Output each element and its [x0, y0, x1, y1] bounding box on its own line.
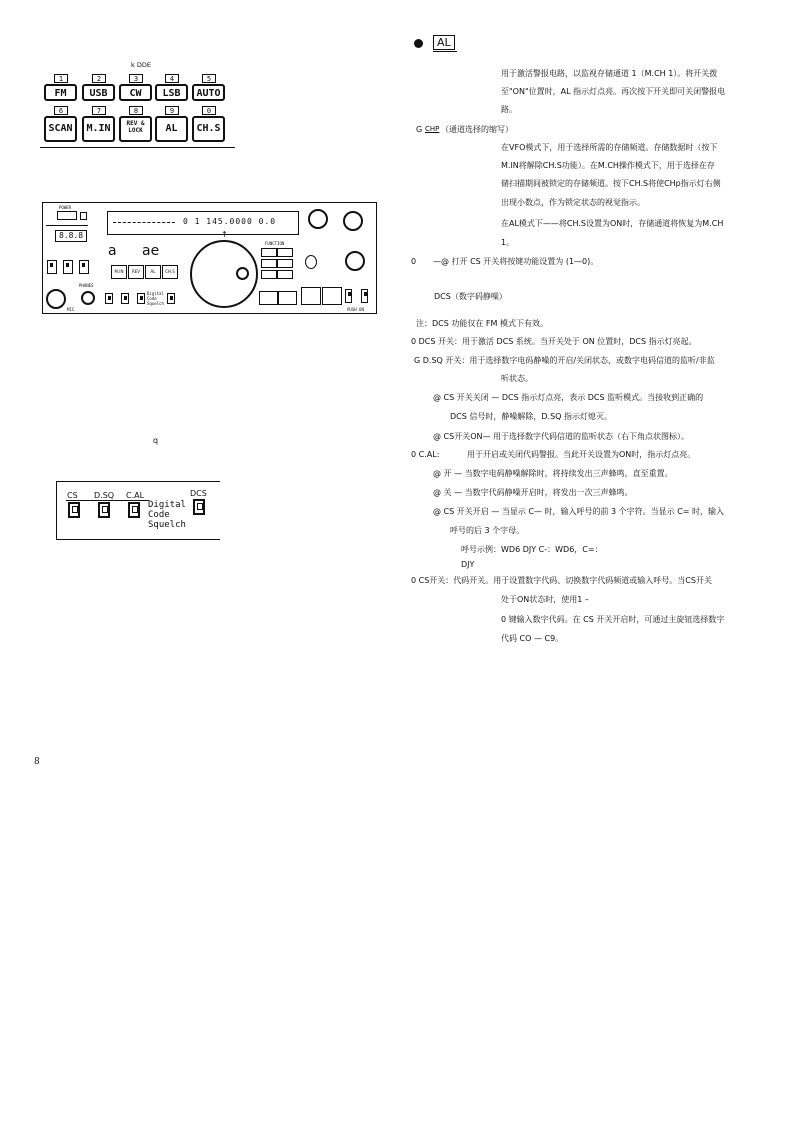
dcs-caption-line-3: Squelch — [148, 520, 186, 530]
text-line: @ CS 开关关闭 — DCS 指示灯点亮，表示 DCS 监听模式。当接收到正确的 — [433, 393, 704, 402]
page-number: 8 — [34, 757, 40, 767]
text-line: 0 键输入数字代码。在 CS 开关开启时，可通过主旋钮选择数字 — [501, 615, 725, 624]
radio-btn-rev[interactable]: REV — [128, 265, 144, 279]
key-number: 8 — [129, 106, 143, 115]
vfo-button[interactable] — [259, 291, 278, 305]
dcs-caption-line-2: Code — [148, 510, 170, 520]
chp-code: CHP — [425, 125, 440, 133]
cal-mini-switch[interactable] — [137, 293, 145, 304]
power-indicator — [80, 212, 87, 220]
dcs-label: DCS — [190, 489, 207, 498]
key-cw[interactable]: CW — [119, 84, 152, 101]
al-heading-underline — [433, 51, 457, 52]
key-auto[interactable]: AUTO — [192, 84, 225, 101]
keypad-illustration — [40, 61, 235, 150]
text-line: @ CS开关ON— 用于选择数字代码信道的监听状态（右下角点状图标）。 — [433, 432, 690, 441]
dcs-switch-panel — [56, 481, 220, 541]
radio-btn-al[interactable]: AL — [145, 265, 161, 279]
key-number: 4 — [165, 74, 179, 83]
frequency-readout: 0 1 145.0000 0.0 — [183, 217, 277, 226]
att-switch[interactable] — [79, 260, 89, 274]
up-button[interactable] — [322, 287, 342, 305]
mr-button[interactable] — [278, 291, 297, 305]
function-btn-3[interactable] — [261, 259, 277, 268]
sql-knob[interactable] — [345, 251, 365, 271]
text-line: 用于激活警报电路，以监视存储通道 1（M.CH 1）。将开关拨 — [501, 69, 718, 78]
text-line: G D.SQ 开关：用于选择数字电码静噪的开启/关闭状态，或数字电码信道的监听/非监 — [414, 356, 715, 365]
key-number: 5 — [202, 74, 216, 83]
text-line: 储扫描期间被锁定的存储频道。按下CH.S将使CHp指示灯右侧 — [501, 179, 721, 188]
text-line: M.IN将解除CH.S功能）。在M.CH操作模式下，用于选择在存 — [501, 161, 715, 170]
text-line: 在VFO模式下，用于选择所需的存储频道。存储数据时（按下 — [501, 143, 718, 152]
dcs-panel-bottom-line — [56, 539, 220, 540]
digital-code-squelch-label: Digital Code Squelch — [147, 291, 164, 306]
key-lsb[interactable]: LSB — [155, 84, 188, 101]
alc-switch[interactable] — [63, 260, 73, 274]
text-line: 呼号示例：WD6 DJY C-：WD6，C=： — [461, 545, 603, 554]
dcs-caption-line-1: Digital — [148, 500, 186, 510]
function-btn-6[interactable] — [277, 270, 293, 279]
key-rev-lock[interactable]: REV & LOCK — [119, 116, 152, 142]
key-fm[interactable]: FM — [44, 84, 77, 101]
power-label: POWER — [59, 205, 72, 210]
af-knob[interactable] — [308, 209, 328, 229]
dial-marker-icon: ↑ — [221, 230, 228, 239]
text-line: DJY — [461, 560, 475, 569]
function-btn-2[interactable] — [277, 248, 293, 257]
label-bracket-line — [66, 500, 149, 501]
radio-front-panel — [42, 202, 377, 314]
text-line: 呼号的后 3 个字母。 — [450, 526, 525, 535]
key-m-in[interactable]: M.IN — [82, 116, 115, 142]
key-ch-s[interactable]: CH.S — [192, 116, 225, 142]
text-line: 在AL模式下——将CH.S设置为ON时，存储通道将恢复为M.CH — [501, 219, 724, 228]
mic-label: MIC — [67, 307, 75, 312]
key-number: 9 — [165, 106, 179, 115]
mic-connector[interactable] — [46, 289, 66, 309]
text-line: 代码 CO — C9。 — [501, 634, 564, 643]
cs-switch[interactable] — [68, 502, 80, 518]
function-btn-1[interactable] — [261, 248, 277, 257]
text-line: 处于ON状态时，使用1 – — [501, 595, 589, 604]
radio-btn-ch-s[interactable]: CH.S — [162, 265, 178, 279]
nb-switch[interactable] — [345, 289, 352, 303]
dial-finger-knob — [236, 267, 249, 280]
function-btn-4[interactable] — [277, 259, 293, 268]
text-line: 0 CS开关：代码开关。用于设置数字代码、切换数字代码频道或输入呼号。当CS开关 — [411, 576, 712, 585]
key-scan[interactable]: SCAN — [44, 116, 77, 142]
rf-knob[interactable] — [343, 211, 363, 231]
letter-ae: ae — [142, 243, 160, 259]
small-knob[interactable] — [305, 255, 317, 269]
key-number: 6 — [54, 106, 68, 115]
letter-a: a — [108, 243, 117, 259]
dsq-switch[interactable] — [98, 502, 110, 518]
text-line: 0 — [411, 257, 417, 266]
keypad-mode-label: k DDE — [131, 61, 151, 69]
al-heading: AL — [433, 35, 455, 50]
text-line: 听状态。 — [501, 374, 533, 383]
keypad-underline — [40, 147, 235, 148]
function-label: FUNCTION — [265, 241, 285, 246]
key-usb[interactable]: USB — [82, 84, 115, 101]
key-number: 1 — [54, 74, 68, 83]
text-line: 路。 — [501, 105, 517, 114]
cal-switch[interactable] — [128, 502, 140, 518]
text-line: @ 关 — 当数字代码静噪开启时，将发出一次三声蜂鸣。 — [433, 488, 633, 497]
cs-label: CS — [67, 491, 78, 500]
dcs-switch[interactable] — [193, 499, 205, 515]
text-line: 注：DCS 功能仅在 FM 模式下有效。 — [416, 319, 548, 328]
text-line: 0 C.AL: — [411, 450, 440, 459]
text-line: —@ 打开 CS 开关将按键功能设置为 (1—0)。 — [433, 257, 599, 266]
text-line: DCS 信号时，静噪解除，D.SQ 指示灯熄灭。 — [450, 412, 612, 421]
stray-mark: q — [153, 436, 159, 445]
text-line: 0 DCS 开关：用于激活 DCS 系统。当开关处于 ON 位置时，DCS 指示灯亮起。 — [411, 337, 697, 346]
push-on-label: PUSH ON — [347, 307, 364, 312]
key-number: 3 — [129, 74, 143, 83]
radio-btn-m-in[interactable]: M.IN — [111, 265, 127, 279]
dcs-panel-top-line — [56, 481, 220, 482]
cs-mini-switch[interactable] — [105, 293, 113, 304]
proc-switch[interactable] — [47, 260, 57, 274]
vox-switch[interactable] — [361, 289, 368, 303]
text-line: 至"ON"位置时，AL 指示灯点亮。再次按下开关即可关闭警报电 — [501, 87, 726, 96]
dsq-mini-switch[interactable] — [121, 293, 129, 304]
key-number: 0 — [202, 106, 216, 115]
chp-title: （通道选择的缩写） — [441, 125, 513, 134]
key-number: 7 — [92, 106, 106, 115]
key-number: 2 — [92, 74, 106, 83]
down-button[interactable] — [301, 287, 321, 305]
phones-jack[interactable] — [81, 291, 95, 305]
power-switch[interactable] — [57, 211, 77, 220]
meter-scale — [113, 222, 175, 224]
text-line: 1。 — [501, 238, 515, 247]
cal-label: C.AL — [126, 491, 145, 500]
text-line: @ 开 — 当数字电码静噪解除时，将持续发出三声蜂鸣，直至重置。 — [433, 469, 673, 478]
dsq-label: D.SQ — [94, 491, 115, 500]
text-line: @ CS 开关开启 — 当显示 C— 时，输入呼号的前 3 个字符。当显示 C= 时，输入 — [433, 507, 725, 516]
phones-label: PHONES — [79, 283, 94, 288]
key-al[interactable]: AL — [155, 116, 188, 142]
text-line: 用于开启或关闭代码警报。当此开关设置为ON时，指示灯点亮。 — [467, 450, 696, 459]
dcs-section-title: DCS（数字码静噪） — [434, 292, 507, 301]
mini-display: 8.8.8 — [55, 230, 87, 242]
chp-prefix: G — [416, 125, 423, 134]
panel-divider — [46, 225, 88, 226]
function-btn-5[interactable] — [261, 270, 277, 279]
text-line: 出现小数点，作为锁定状态的视觉指示。 — [501, 198, 645, 207]
bullet-icon — [414, 39, 423, 48]
dcs-mini-switch[interactable] — [167, 293, 175, 304]
dcs-panel-left-line — [56, 481, 57, 539]
